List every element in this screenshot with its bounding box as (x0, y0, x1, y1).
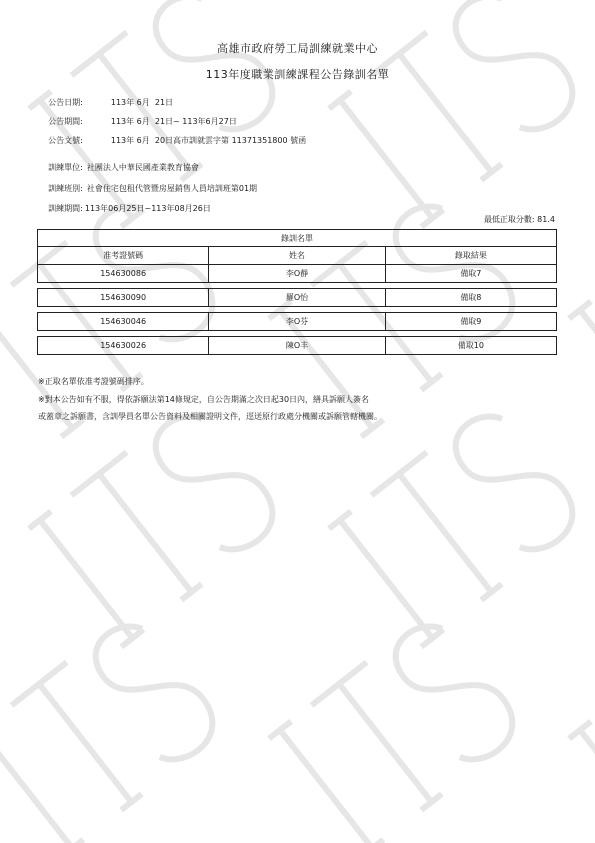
name-cell: 陳O丰 (209, 337, 385, 355)
doc-number-label: 公告文號: (48, 136, 83, 145)
announce-period-value: 113年 6月 21日~ 113年6月27日 (110, 117, 237, 126)
training-period-label: 訓練期間: (48, 204, 83, 213)
column-header: 准考證號碼 (38, 247, 209, 265)
training-period-row (38, 194, 211, 223)
exam-number-cell: 154630046 (38, 313, 209, 331)
training-unit-value: 社團法人中華民國產業教育協會 (86, 163, 199, 172)
note-appeal-1: ※對本公告如有不服，得依訴願法第14條規定，自公告期滿之次日起30日內，繕具訴願人簽名 (38, 395, 370, 404)
exam-number-cell: 154630026 (38, 337, 209, 355)
table-row (38, 313, 557, 331)
name-cell: 李O芬 (209, 313, 385, 331)
org-title: 高雄市政府勞工局訓練就業中心 (217, 42, 378, 55)
table-title-row (38, 230, 557, 247)
doc-number-value: 113年 6月 20日高市訓就雲字第 11371351800 號函 (110, 136, 307, 145)
table-row (38, 289, 557, 307)
training-unit-label: 訓練單位: (48, 163, 83, 172)
announce-date-value: 113年 6月 21日 (110, 98, 174, 107)
table-row (38, 337, 557, 355)
doc-title: 113年度職業訓練課程公告錄訓名單 (205, 68, 390, 81)
exam-number-cell: 154630086 (38, 265, 209, 283)
table-row (38, 265, 557, 283)
training-class-label: 訓練班別: (48, 184, 83, 193)
name-cell: 李O靜 (209, 265, 385, 283)
column-header: 錄取結果 (385, 247, 556, 265)
min-score: 最低正取分數: 81.4 (483, 215, 555, 224)
admission-table (37, 229, 557, 355)
note-appeal-2: 或蓋章之訴願書，含訓學員名單公告資料及相關證明文件，逕送原行政處分機關或訴願管轄機關。 (38, 412, 382, 421)
result-cell: 備取9 (385, 313, 556, 331)
table-header-row (38, 247, 557, 265)
column-header: 姓名 (209, 247, 385, 265)
name-cell: 羅O怡 (209, 289, 385, 307)
note-sorting: ※正取名單依准考證號碼排序。 (38, 377, 149, 386)
training-period-value: 113年06月25日~113年08月26日 (84, 204, 211, 213)
table-title: 錄訓名單 (38, 230, 557, 247)
result-cell: 備取7 (385, 265, 556, 283)
result-cell: 備取10 (385, 337, 556, 355)
announce-date-label: 公告日期: (48, 98, 83, 107)
training-class-value: 社會住宅包租代管暨房屋銷售人員培訓班第01期 (86, 184, 258, 193)
doc-number-row (38, 126, 306, 155)
result-cell: 備取8 (385, 289, 556, 307)
exam-number-cell: 154630090 (38, 289, 209, 307)
announce-period-label: 公告期間: (48, 117, 83, 126)
